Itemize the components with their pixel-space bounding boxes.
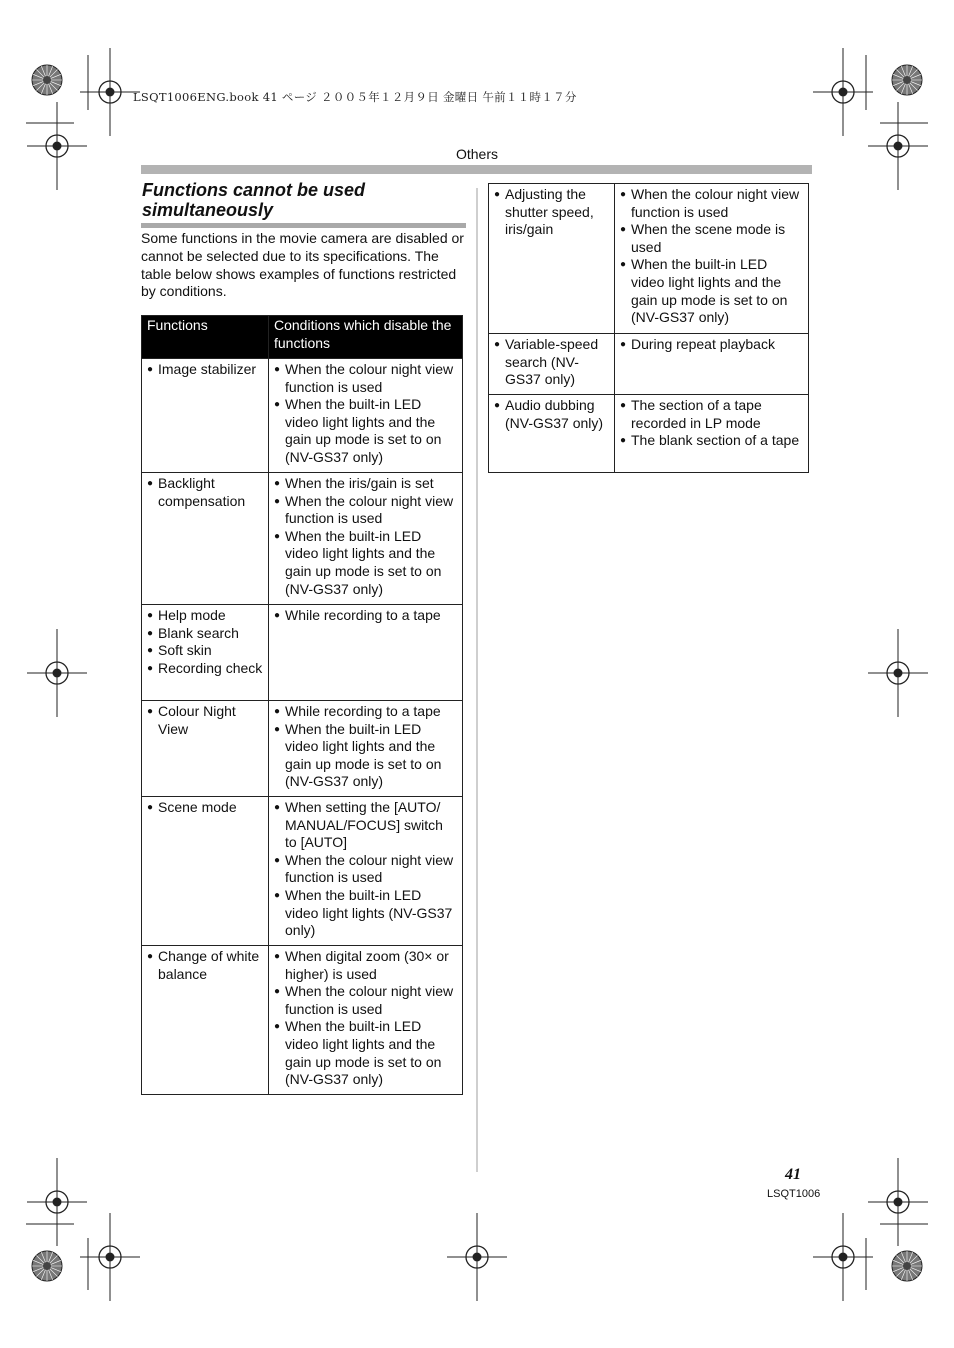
function-item: ● Variable-speed search (NV-GS37 only) [494, 336, 610, 389]
table-row [489, 395, 809, 473]
col-header-functions: Functions [142, 316, 269, 359]
condition-item: ● The blank section of a tape [620, 432, 804, 450]
function-item: ● Soft skin [147, 642, 264, 660]
function-item: ● Scene mode [147, 799, 264, 817]
file-slug: LSQT1006ENG.book 41 ページ ２００５年１２月９日 金曜日 午前１１時１７分 [133, 90, 577, 104]
function-item: ● Adjusting the shutter speed, iris/gain [494, 186, 610, 239]
condition-item: ● While recording to a tape [274, 703, 458, 721]
condition-item: ● When the built-in LED video light lights and the gain up mode is set to on (NV-GS37 only) [274, 396, 458, 466]
condition-item: ● When the scene mode is used [620, 221, 804, 256]
condition-item: ● When the built-in LED video light lights and the gain up mode is set to on (NV-GS37 only) [274, 528, 458, 598]
header-bar [141, 165, 812, 174]
function-item: ● Colour Night View [147, 703, 264, 738]
functions-cell [489, 334, 615, 395]
table-row [142, 946, 463, 1095]
condition-item: ● When setting the [AUTO/ MANUAL/FOCUS] switch to [AUTO] [274, 799, 458, 852]
table-row [142, 473, 463, 605]
function-item: ● Image stabilizer [147, 361, 264, 379]
conditions-cell [269, 473, 463, 605]
functions-table-left [141, 315, 463, 1095]
functions-cell [142, 605, 269, 701]
functions-cell [142, 701, 269, 797]
section-heading [142, 180, 462, 220]
function-item: ● Audio dubbing (NV-GS37 only) [494, 397, 610, 432]
function-item: ● Help mode [147, 607, 264, 625]
condition-item: ● When the built-in LED video light lights and the gain up mode is set to on (NV-GS37 only) [620, 256, 804, 326]
table-row [142, 797, 463, 946]
function-item: ● Blank search [147, 625, 264, 643]
condition-item: ● When the built-in LED video light lights (NV-GS37 only) [274, 887, 458, 940]
table-row [142, 701, 463, 797]
condition-item: ● While recording to a tape [274, 607, 458, 625]
functions-cell [142, 797, 269, 946]
conditions-cell [269, 946, 463, 1095]
condition-item: ● When the colour night view function is used [274, 493, 458, 528]
conditions-cell [269, 359, 463, 473]
condition-item: ● When the colour night view function is used [274, 983, 458, 1018]
function-item: ● Change of white balance [147, 948, 264, 983]
condition-item: ● When the colour night view function is used [274, 852, 458, 887]
condition-item: ● The section of a tape recorded in LP mode [620, 397, 804, 432]
page-number: 41 [785, 1166, 801, 1183]
column-divider [476, 188, 478, 1172]
table-row [142, 359, 463, 473]
section-label: Others [455, 146, 498, 162]
condition-item: ● When digital zoom (30× or higher) is used [274, 948, 458, 983]
condition-item: ● When the built-in LED video light lights and the gain up mode is set to on (NV-GS37 only) [274, 721, 458, 791]
table-header-row [142, 316, 463, 359]
conditions-cell [269, 797, 463, 946]
document-code: LSQT1006 [767, 1188, 821, 1200]
function-item: ● Recording check [147, 660, 264, 678]
conditions-cell [269, 701, 463, 797]
functions-cell [489, 395, 615, 473]
functions-cell [489, 184, 615, 334]
functions-cell [142, 473, 269, 605]
col-header-conditions: Conditions which disable the functions [269, 316, 463, 359]
conditions-cell [269, 605, 463, 701]
table-row [489, 334, 809, 395]
function-item: ● Backlight compensation [147, 475, 264, 510]
heading-underline [141, 223, 466, 228]
conditions-cell [615, 395, 809, 473]
condition-item: ● When the built-in LED video light lights and the gain up mode is set to on (NV-GS37 only) [274, 1018, 458, 1088]
functions-cell [142, 359, 269, 473]
heading-line-2: simultaneously [142, 200, 274, 220]
functions-table-right [488, 183, 809, 473]
conditions-cell [615, 184, 809, 334]
heading-line-1: Functions cannot be used [142, 180, 366, 200]
condition-item: ● When the colour night view function is used [274, 361, 458, 396]
condition-item: ● When the colour night view function is used [620, 186, 804, 221]
table-row [142, 605, 463, 701]
intro-paragraph: Some functions in the movie camera are disabled or cannot be selected due to its specifications. The table below shows examples of functions restricted by conditions. [141, 230, 464, 300]
functions-cell [142, 946, 269, 1095]
condition-item: ● When the iris/gain is set [274, 475, 458, 493]
table-row [489, 184, 809, 334]
conditions-cell [615, 334, 809, 395]
condition-item: ● During repeat playback [620, 336, 804, 354]
